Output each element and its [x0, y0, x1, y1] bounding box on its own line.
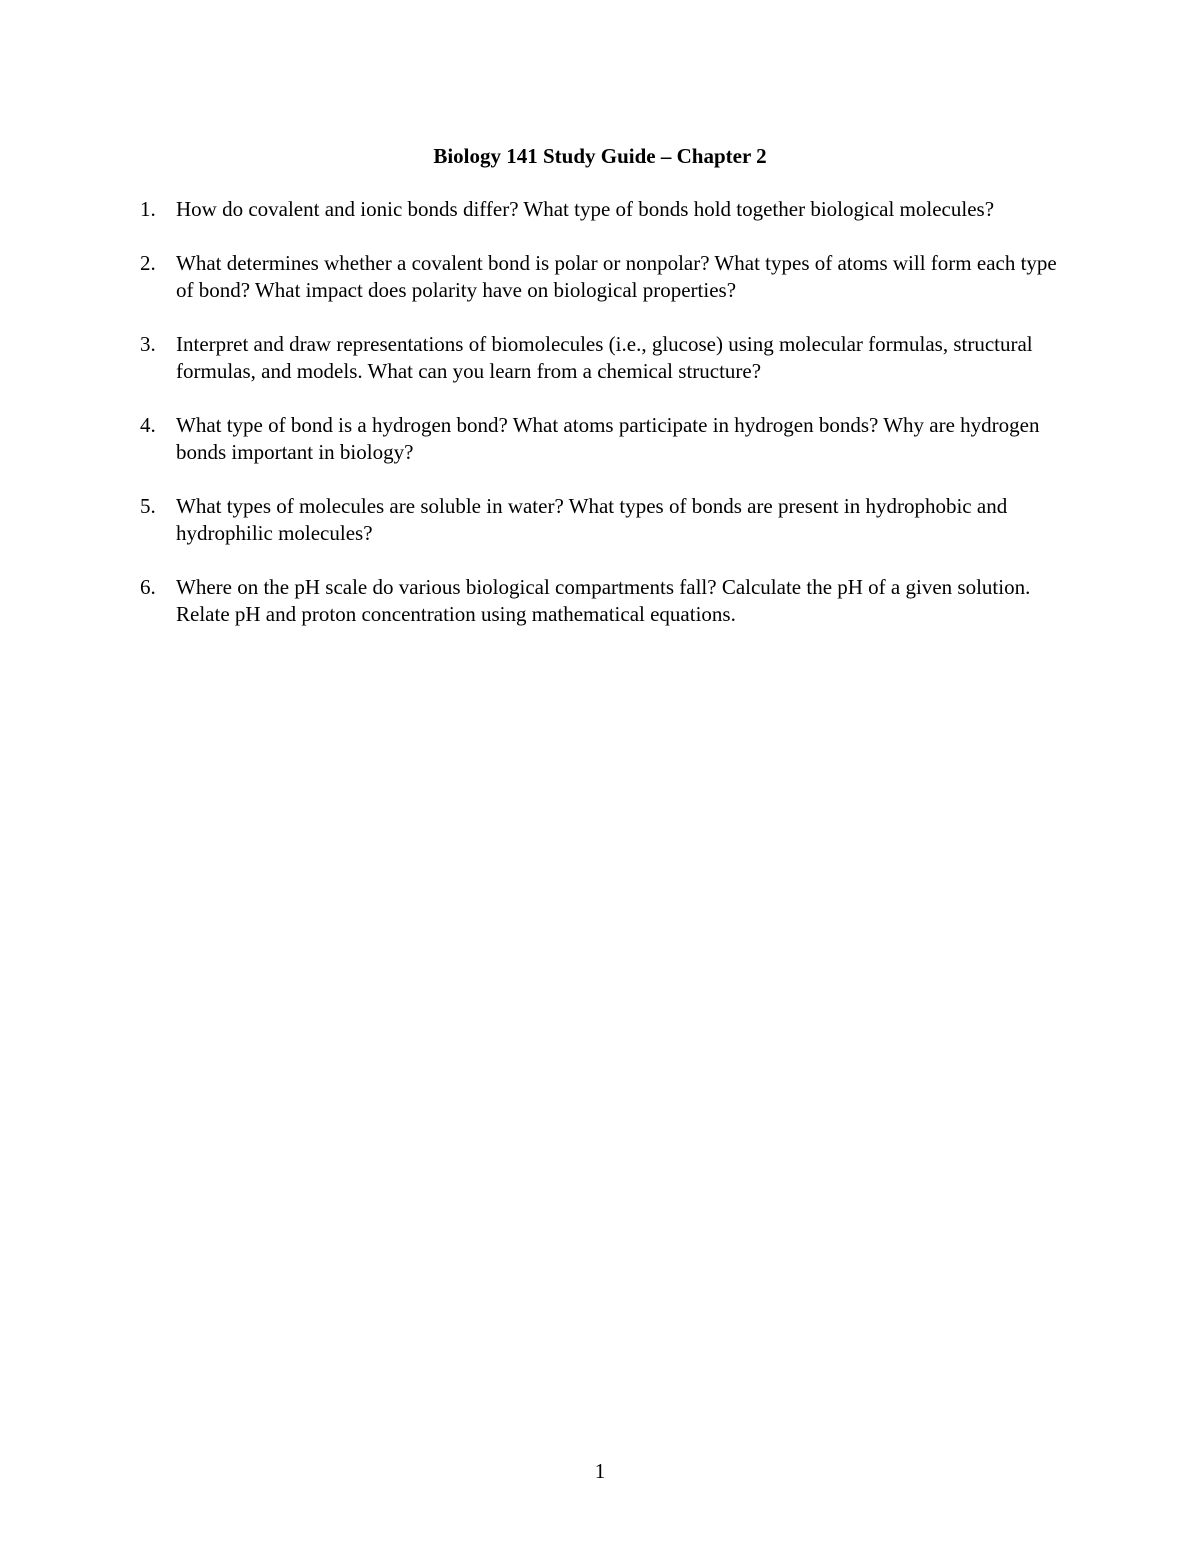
question-list: [140, 196, 1060, 655]
question-text: What type of bond is a hydrogen bond? What atoms participate in hydrogen bonds? Why are hydrogen bonds important in biology?: [176, 413, 1040, 464]
question-number: 4.: [140, 413, 156, 437]
question-text: How do covalent and ionic bonds differ? What type of bonds hold together biological molecules?: [176, 197, 995, 221]
question-item-1: [140, 196, 1060, 223]
question-number: 3.: [140, 332, 156, 356]
question-item-4: [140, 412, 1060, 466]
question-item-2: [140, 250, 1060, 304]
question-text: Interpret and draw representations of biomolecules (i.e., glucose) using molecular formulas, structural formulas, and models. What can you learn from a chemical structure?: [176, 332, 1033, 383]
question-number: 2.: [140, 251, 156, 275]
page-number: 1: [594, 1459, 606, 1483]
question-number: 5.: [140, 494, 156, 518]
question-number: 1.: [140, 197, 156, 221]
question-text: What types of molecules are soluble in water? What types of bonds are present in hydrophobic and hydrophilic molecules?: [176, 494, 1008, 545]
question-item-6: [140, 574, 1060, 628]
question-text: What determines whether a covalent bond is polar or nonpolar? What types of atoms will form each type of bond? What impact does polarity have on biological properties?: [176, 251, 1057, 302]
page-title: Biology 141 Study Guide – Chapter 2: [433, 144, 767, 168]
question-number: 6.: [140, 575, 156, 599]
question-item-3: [140, 331, 1060, 385]
question-item-5: [140, 493, 1060, 547]
question-text: Where on the pH scale do various biological compartments fall? Calculate the pH of a given solution. Relate pH and proton concentration using mathematical equations.: [176, 575, 1031, 626]
